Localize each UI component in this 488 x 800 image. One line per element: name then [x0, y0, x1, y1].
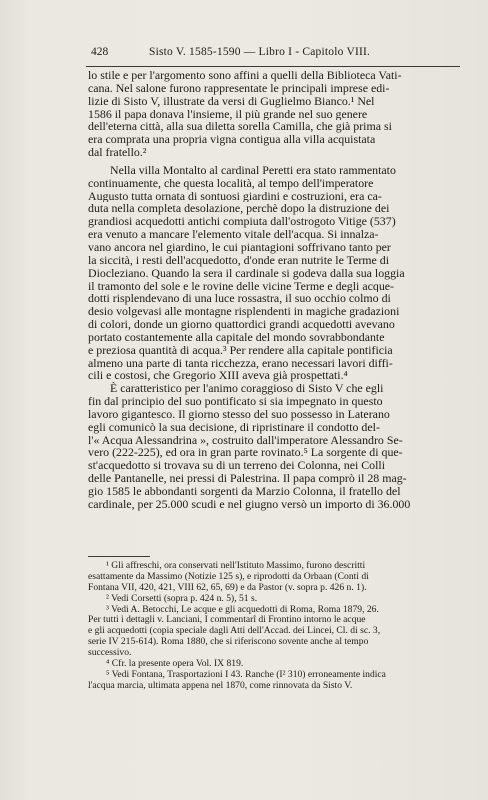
footnote-line: l'acqua marcia, ultimata appena nel 1870, come rinnovata da Sisto V.: [88, 680, 353, 691]
text-line: dell'eterna città, alla sua diletta sorella Camilla, che già prima si: [88, 120, 392, 134]
page-number: 428: [91, 46, 109, 58]
text-line: e preziosa quantità di acqua.³ Per rendere alla capitale pontificia: [88, 343, 393, 357]
header-rule: [86, 66, 460, 67]
text-line: vano ancora nel giardino, le cui piantagioni soffrivano tanto per: [88, 240, 391, 254]
footnote-rule: [88, 556, 150, 557]
footnotes: [88, 561, 460, 692]
text-line: Diocleziano. Quando la sera il cardinale si godeva dalla sua loggia: [88, 266, 405, 280]
text-line: dal fratello.²: [88, 146, 147, 159]
text-line: almeno una parte di tanta ricchezza, erano necessari lavori diffi-: [88, 356, 393, 370]
text-line: la siccità, i resti dell'acquedotto, d'onde eran nutrite le Terme di: [88, 253, 390, 267]
text-line: egli comunicò la sua decisione, di ripristinare il condotto del-: [88, 420, 380, 434]
text-line: il tramonto del sole e le rovine delle vicine Terme e degli acque-: [88, 279, 395, 293]
text-line: gio 1585 le abbondanti sorgenti da Marzio Colonna, il fratello del: [88, 485, 401, 498]
text-line: lizie di Sisto V, illustrate da versi di Guglielmo Bianco.¹ Nel: [88, 94, 375, 108]
text-line: Nella villa Montalto al cardinal Peretti era stato rammentato: [110, 163, 396, 177]
footnote-line: ² Vedi Corsetti (sopra p. 424 n. 5), 51 s.: [106, 593, 258, 604]
footnote-line: ³ Vedi A. Betocchi, Le acque e gli acquedotti di Roma, Roma 1879, 26.: [106, 604, 379, 615]
main-text: [88, 69, 460, 511]
footnote-line: ¹ Gli affreschi, ora conservati nell'Istituto Massimo, furono descritti: [106, 561, 366, 571]
footnote-line: ⁵ Vedi Fontana, Trasportazioni I 43. Ranche (I² 310) erroneamente indica: [106, 669, 386, 680]
text-line: st'acquedotto si trovava su di un terreno dei Colonna, nei Colli: [88, 459, 386, 473]
text-line: fin dal principio del suo pontificato si sia impegnato in questo: [88, 395, 383, 408]
text-line: duta nella completa desolazione, perchè dopo la distruzione dei: [88, 202, 390, 216]
footnote-line: serie IV 215-614). Roma 1880, che si riferiscono sovente anche al tempo: [88, 637, 369, 648]
text-line: l'« Acqua Alessandrina », costruito dall'imperatore Alessandro Se-: [88, 433, 403, 447]
text-line: Augusto tutta ornata di sontuosi giardini e costruzioni, era ca-: [88, 189, 382, 203]
running-head: Sisto V. 1585-1590 — Libro I - Capitolo VIII.: [149, 46, 371, 58]
text-line: era comprata una propria vigna contigua alla villa acquistata: [88, 133, 376, 147]
page-header: [91, 44, 461, 60]
footnote-line: Fontana VII, 420, 421, VIII 62, 65, 69) e da Pastor (v. sopra p. 426 n. 1).: [88, 582, 367, 593]
text-line: portato costantemente alla capitale del mondo sovrabbondante: [88, 330, 385, 344]
text-line: vero (222-225), ed ora in gran parte rovinato.⁵ La sorgente di que-: [88, 446, 403, 460]
text-line: cana. Nel salone furono rappresentate le principali imprese edi-: [88, 81, 390, 95]
text-line: lo stile e per l'argomento sono affini a quelli della Biblioteca Vati-: [88, 69, 402, 82]
text-line: era venuto a mancare l'elemento vitale dell'acqua. Si innalza-: [88, 228, 379, 241]
text-line: cili e costosi, che Gregorio XIII aveva già prospettati.⁴: [88, 369, 348, 383]
text-line: di colori, donde un giorno quattordici grandi acquedotti avevano: [88, 318, 395, 331]
text-line: cardinale, per 25.000 scudi e nel giugno versò un importo di 36.000: [88, 497, 411, 511]
text-line: delle Pantanelle, nei pressi di Palestrina. Il papa comprò il 28 mag-: [88, 472, 407, 485]
text-line: dotti risplendevano di una luce rossastra, il suo occhio colmo di: [88, 292, 391, 306]
text-line: continuamente, che questa località, al tempo dell'imperatore: [88, 176, 374, 190]
text-line: grandiosi acquedotti antichi compiuta dall'ostrogoto Vitige (537): [88, 215, 396, 229]
text-line: lavoro gigantesco. Il giorno stesso del suo possesso in Laterano: [88, 407, 390, 421]
text-line: È caratteristico per l'animo coraggioso di Sisto V che egli: [110, 382, 384, 396]
footnote-line: ⁴ Cfr. la presente opera Vol. IX 819.: [106, 659, 244, 670]
footnote-line: e gli acquedotti (copia speciale dagli Atti dell'Accad. dei Lincei, Cl. di sc. 3,: [88, 626, 381, 637]
text-line: desio volgevasi alle montagne risplendenti in magiche gradazioni: [88, 305, 400, 319]
footnote-line: esattamente da Massimo (Notizie 125 s), e riprodotti da Orbaan (Conti di: [88, 571, 369, 582]
footnote-line: successivo.: [88, 648, 132, 659]
text-line: 1586 il papa donava l'insieme, il più grande nel suo genere: [88, 107, 368, 121]
footnote-line: Per tutti i dettagli v. Lanciani, I commentarî di Frontino intorno le acque: [88, 615, 366, 626]
